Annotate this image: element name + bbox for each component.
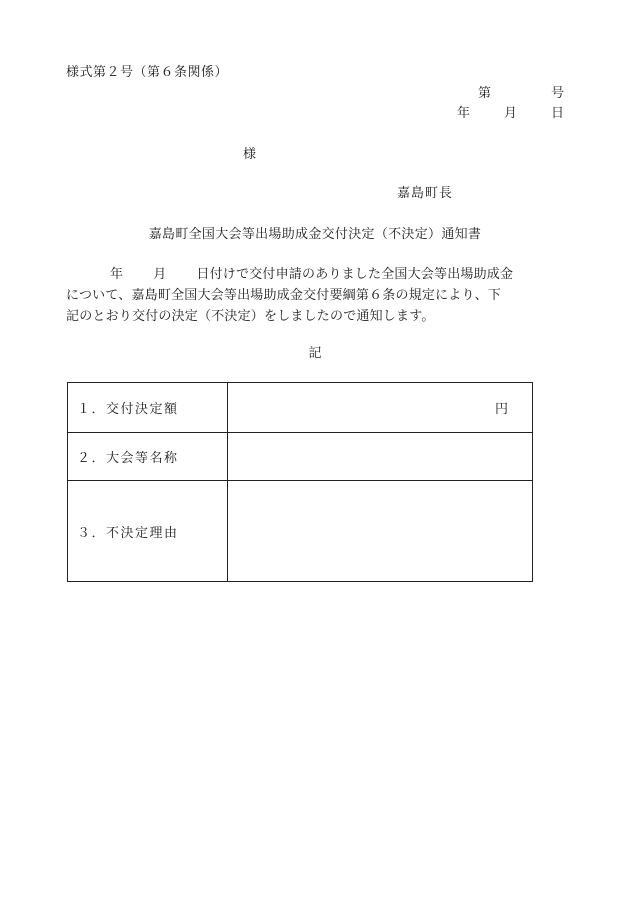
document-number-suffix: 号 — [550, 86, 564, 101]
issue-date-line — [457, 106, 564, 122]
body-line-1 — [66, 264, 566, 285]
body-paragraph — [66, 264, 566, 327]
document-title: 嘉島町全国大会等出場助成金交付決定（不決定）通知書 — [148, 227, 482, 242]
decision-table — [67, 382, 533, 582]
ki-heading: 記 — [308, 346, 322, 361]
addressee-honorific: 様 — [243, 147, 257, 162]
date-day: 日 — [550, 106, 564, 121]
document-number-prefix: 第 — [477, 86, 491, 101]
table-row — [68, 433, 533, 481]
date-year: 年 — [456, 106, 470, 121]
form-number: 様式第２号（第６条関係） — [66, 65, 229, 80]
body-month: 月 — [153, 267, 167, 282]
event-name-label: ２．大会等名称 — [68, 433, 228, 481]
grant-amount-value: 円 — [228, 383, 533, 433]
rejection-reason-label: ３．不決定理由 — [68, 481, 228, 582]
table-row — [68, 383, 533, 433]
date-month: 月 — [503, 106, 517, 121]
body-line-3: 記のとおり交付の決定（不決定）をしましたので通知します。 — [66, 309, 435, 324]
document-number-line — [478, 86, 564, 102]
grant-amount-label: １．交付決定額 — [68, 383, 228, 433]
table-row — [68, 481, 533, 582]
body-line-2: について、嘉島町全国大会等出場助成金交付要綱第６条の規定により、下 — [66, 288, 502, 303]
event-name-value — [228, 433, 533, 481]
body-year: 年 — [110, 267, 124, 282]
issuer-title: 嘉島町長 — [397, 186, 454, 201]
rejection-reason-value — [228, 481, 533, 582]
body-line-1-rest: 日付けで交付申請のありました全国大会等出場助成金 — [196, 267, 514, 282]
